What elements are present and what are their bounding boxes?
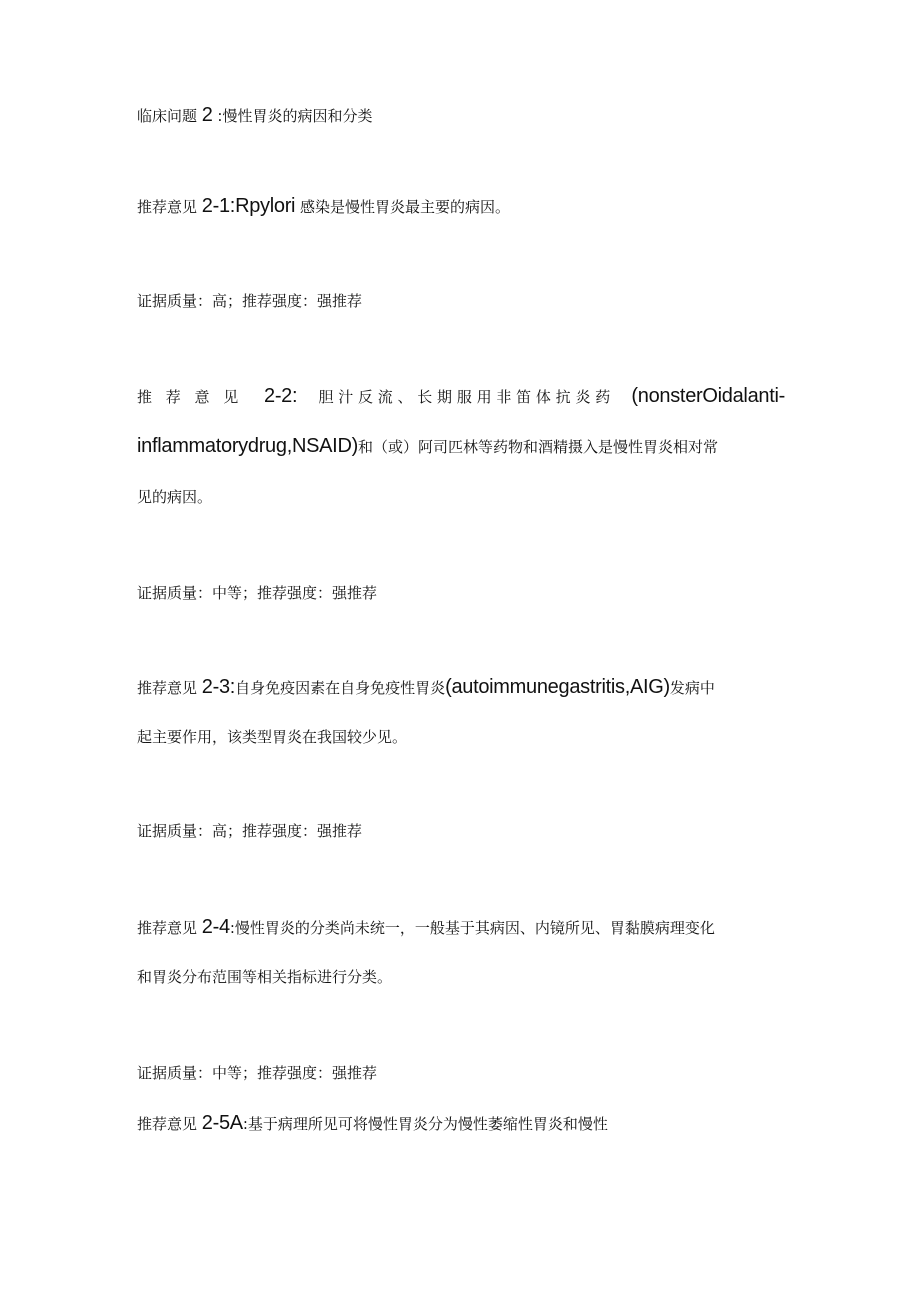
recommendation-2-5a bbox=[137, 1112, 608, 1135]
recommendation-number: 2-5A bbox=[201, 1112, 243, 1134]
recommendation-label: 推 荐 意 见 bbox=[137, 388, 243, 406]
recommendation-2-4-line-1 bbox=[137, 916, 715, 939]
clinical-question-number: 2 bbox=[201, 104, 213, 126]
recommendation-text: 发病中 bbox=[669, 679, 715, 697]
clinical-question-label: 临床问题 bbox=[137, 107, 198, 125]
recommendation-number: 2-3: bbox=[201, 676, 236, 698]
recommendation-label: 推荐意见 bbox=[137, 679, 198, 697]
evidence-2-1: 证据质量：高；推荐强度：强推荐 bbox=[137, 292, 363, 310]
clinical-question-2 bbox=[137, 104, 372, 127]
recommendation-2-3-line-1 bbox=[137, 676, 715, 699]
recommendation-label: 推荐意见 bbox=[137, 1115, 198, 1133]
recommendation-text: :基于病理所见可将慢性胃炎分为慢性萎缩性胃炎和慢性 bbox=[242, 1115, 608, 1133]
recommendation-text: 和（或）阿司匹林等药物和酒精摄入是慢性胃炎相对常 bbox=[357, 438, 718, 456]
recommendation-number: 2-1: bbox=[201, 195, 236, 217]
evidence-2-2: 证据质量：中等；推荐强度：强推荐 bbox=[137, 584, 378, 602]
recommendation-term: (nonsterOidalanti- bbox=[631, 385, 785, 407]
recommendation-2-2-line-3: 见的病因。 bbox=[137, 488, 213, 506]
recommendation-text: 胆 汁 反 流 、 长 期 服 用 非 笛 体 抗 炎 药 bbox=[318, 388, 611, 406]
recommendation-label: 推荐意见 bbox=[137, 919, 198, 937]
recommendation-text: 感染是慢性胃炎最主要的病因。 bbox=[299, 198, 510, 216]
recommendation-2-4-line-2: 和胃炎分布范围等相关指标进行分类。 bbox=[137, 968, 393, 986]
evidence-2-4: 证据质量：中等；推荐强度：强推荐 bbox=[137, 1064, 378, 1082]
recommendation-2-2-line-2 bbox=[137, 435, 718, 458]
recommendation-number: 2-4 bbox=[201, 916, 230, 938]
clinical-question-text: :慢性胃炎的病因和分类 bbox=[217, 107, 373, 125]
recommendation-label: 推荐意见 bbox=[137, 198, 198, 216]
recommendation-term: (autoimmunegastritis,AIG) bbox=[445, 676, 670, 698]
recommendation-2-3-line-2: 起主要作用，该类型胃炎在我国较少见。 bbox=[137, 728, 408, 746]
recommendation-term: Rpylori bbox=[235, 195, 296, 217]
evidence-2-3: 证据质量：高；推荐强度：强推荐 bbox=[137, 822, 363, 840]
recommendation-number: 2-2: bbox=[264, 385, 298, 407]
recommendation-text: :慢性胃炎的分类尚未统一，一般基于其病因、内镜所见、胃黏膜病理变化 bbox=[229, 919, 715, 937]
recommendation-2-1 bbox=[137, 195, 510, 218]
recommendation-2-2-line-1 bbox=[137, 385, 785, 408]
recommendation-term: inflammatorydrug,NSAID) bbox=[137, 435, 358, 457]
recommendation-text: 自身免疫因素在自身免疫性胃炎 bbox=[235, 679, 446, 697]
